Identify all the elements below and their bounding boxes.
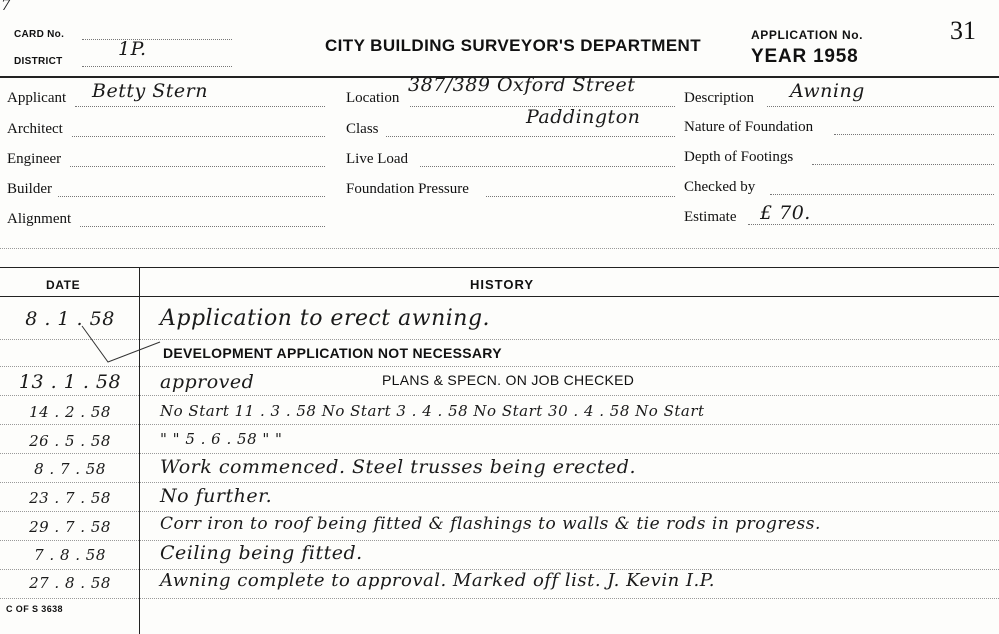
- history-entry: approved: [160, 371, 255, 393]
- card-no-label: CARD No.: [14, 29, 65, 40]
- history-date: 27 . 8 . 58: [29, 574, 111, 592]
- description-value: Awning: [790, 80, 865, 102]
- nature-of-foundation-label: Nature of Foundation: [684, 119, 814, 135]
- architect-label: Architect: [7, 121, 63, 137]
- alignment-label: Alignment: [7, 211, 72, 227]
- history-entry: Application to erect awning.: [160, 306, 491, 331]
- date-header: DATE: [46, 278, 81, 292]
- district-value: 1P.: [118, 38, 147, 60]
- history-stamp: PLANS & SPECN. ON JOB CHECKED: [382, 372, 635, 388]
- year-label: YEAR 1958: [751, 46, 859, 67]
- history-date: 8 . 1 . 58: [25, 308, 115, 330]
- location-value-line2: Paddington: [526, 106, 641, 128]
- corner-mark: 7: [1, 0, 12, 14]
- history-entry: Work commenced. Steel trusses being erected.: [160, 456, 636, 478]
- location-label: Location: [346, 90, 400, 106]
- history-date: 8 . 7 . 58: [34, 460, 106, 478]
- form-code: C OF S 3638: [6, 604, 63, 614]
- history-entry: Awning complete to approval. Marked off list. J. Kevin I.P.: [160, 570, 715, 591]
- application-number: 31: [950, 16, 976, 45]
- live-load-label: Live Load: [346, 151, 409, 167]
- checked-by-label: Checked by: [684, 179, 756, 195]
- class-label: Class: [346, 121, 379, 137]
- history-date: 7 . 8 . 58: [34, 546, 106, 564]
- applicant-label: Applicant: [7, 90, 67, 106]
- estimate-value: £ 70.: [760, 202, 811, 224]
- history-header: HISTORY: [470, 277, 535, 292]
- applicant-value: Betty Stern: [92, 80, 208, 102]
- history-stamp: DEVELOPMENT APPLICATION NOT NECESSARY: [163, 345, 502, 361]
- application-no-label: APPLICATION No.: [751, 28, 864, 42]
- estimate-label: Estimate: [684, 209, 737, 225]
- history-entry: No further.: [160, 485, 273, 507]
- history-date: 26 . 5 . 58: [29, 432, 111, 450]
- department-title: CITY BUILDING SURVEYOR'S DEPARTMENT: [325, 36, 702, 55]
- builder-label: Builder: [7, 181, 52, 197]
- history-date: 29 . 7 . 58: [29, 518, 111, 536]
- history-entry: " " 5 . 6 . 58 " ": [160, 430, 283, 448]
- history-date: 13 . 1 . 58: [18, 371, 122, 393]
- pen-stroke: [60, 322, 170, 382]
- engineer-label: Engineer: [7, 151, 62, 167]
- history-entry: Ceiling being fitted.: [160, 542, 363, 564]
- depth-of-footings-label: Depth of Footings: [684, 149, 794, 165]
- district-label: DISTRICT: [14, 56, 63, 67]
- location-value-line1: 387/389 Oxford Street: [408, 74, 636, 96]
- history-entry: No Start 11 . 3 . 58 No Start 3 . 4 . 58 No Start 30 . 4 . 58 No Start: [160, 402, 705, 420]
- description-label: Description: [684, 90, 754, 106]
- history-date: 23 . 7 . 58: [29, 489, 111, 507]
- foundation-pressure-label: Foundation Pressure: [346, 181, 469, 197]
- history-date: 14 . 2 . 58: [29, 403, 111, 421]
- history-entry: Corr iron to roof being fitted & flashings to walls & tie rods in progress.: [160, 514, 821, 534]
